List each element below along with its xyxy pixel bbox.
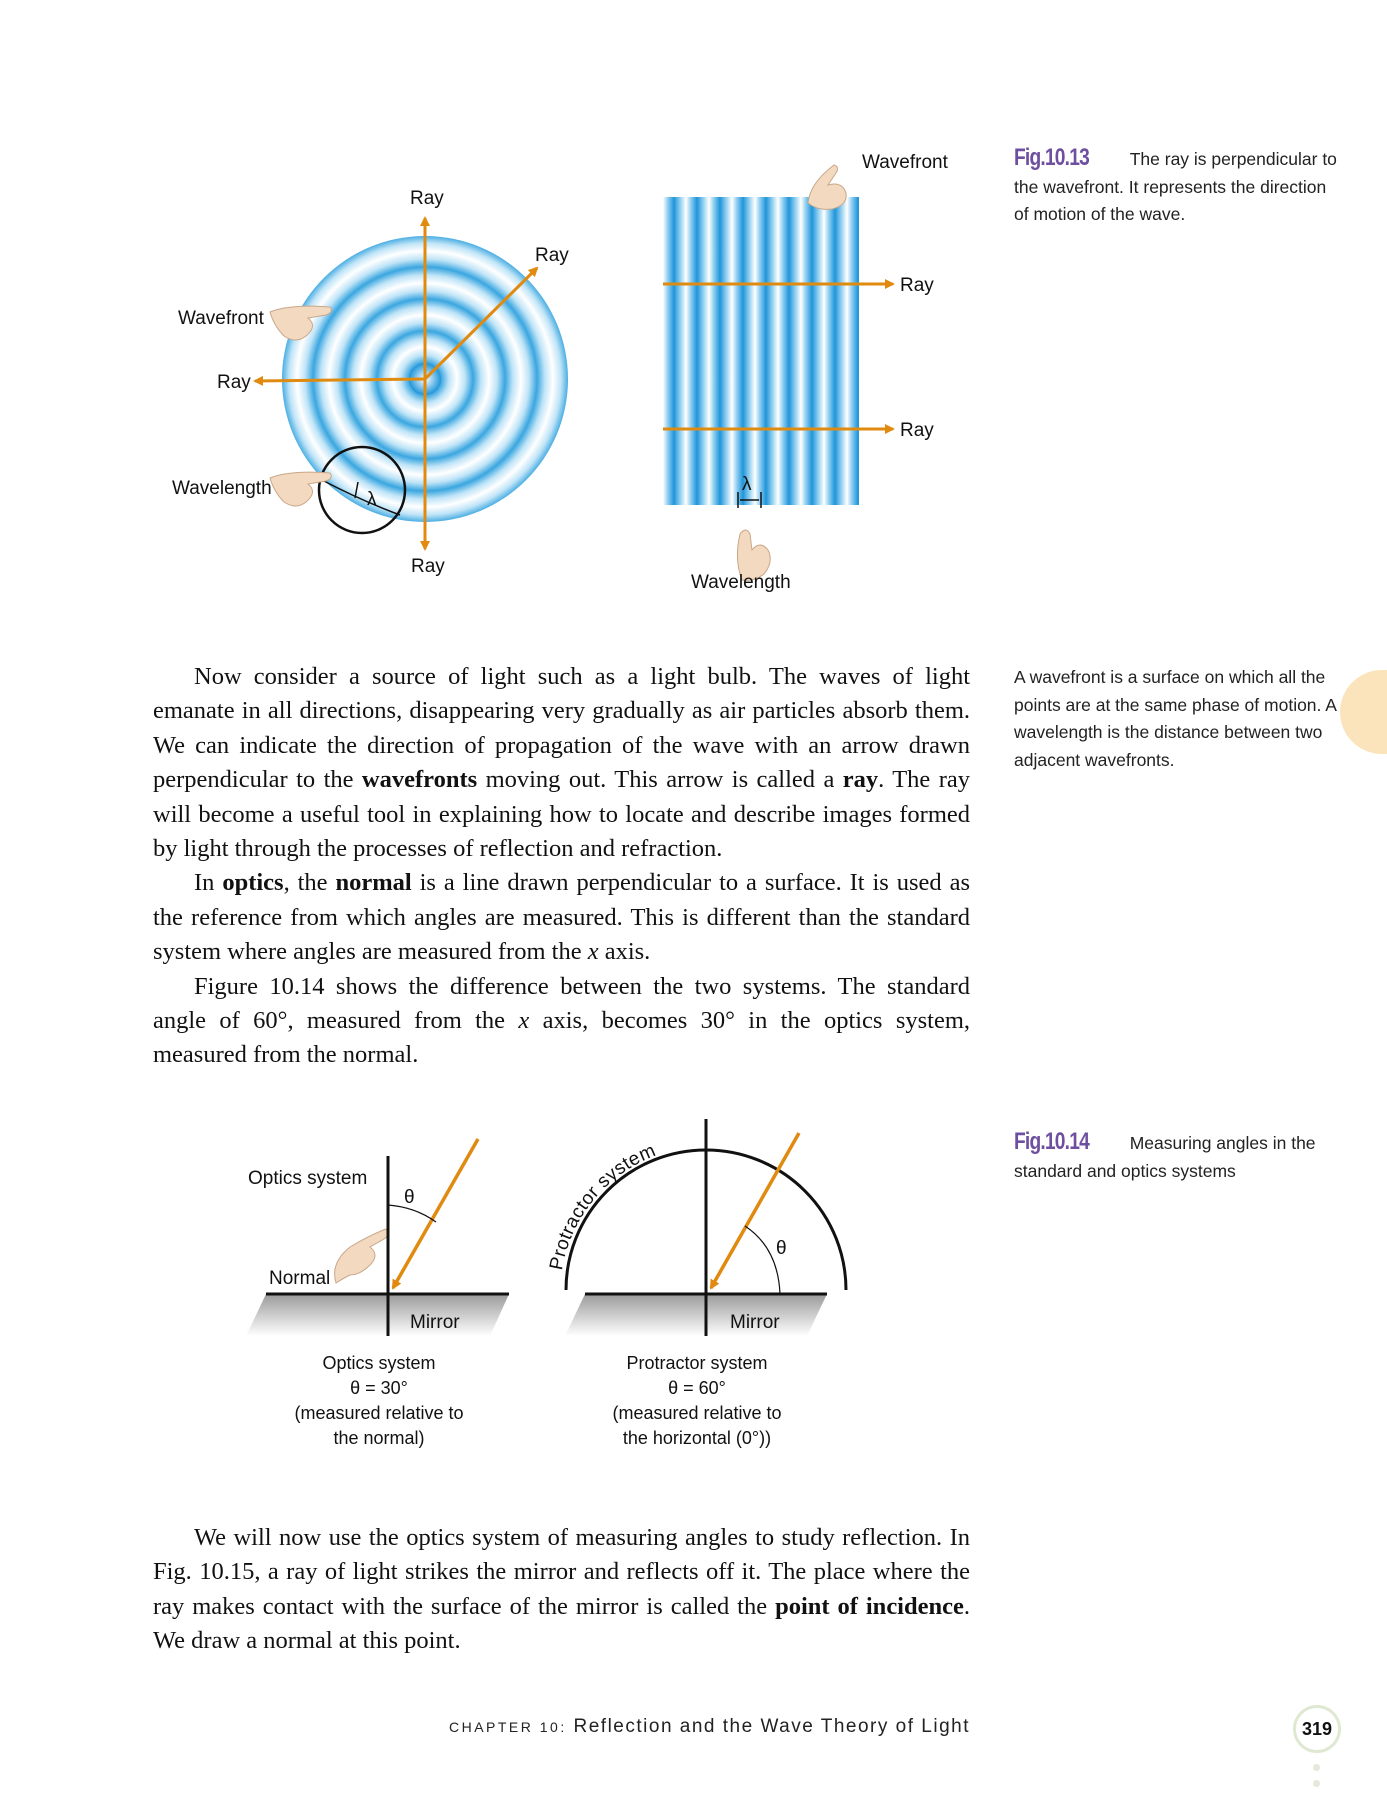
normal-label: Normal [269, 1268, 331, 1289]
theta-right: θ [776, 1238, 787, 1259]
text: . The ray will become a useful tool in explaining how to locate and describe images formed by light through the processes of reflection and refraction. [153, 766, 970, 863]
fig14-caption-text: Measuring angles in the standard and optics systems [1014, 1133, 1316, 1181]
fig14-number: Fig.10.14 [1014, 1128, 1089, 1155]
mirror-label-right: Mirror [730, 1312, 780, 1333]
ray-label-lower: Ray [900, 420, 934, 441]
optics-caption [249, 1351, 509, 1451]
fig14-caption [1014, 1128, 1344, 1185]
text: Now consider a source of light such as a light bulb. The waves of light emanate in all directions, disappearing very gradually as air particles absorb them. We can indicate the direction of propagation of the wave with an arrow drawn perpendicular to the [153, 663, 970, 794]
mirror-left [246, 1294, 509, 1336]
body-text-bottom [153, 1521, 970, 1659]
term-wavefronts: wavefronts [361, 766, 478, 794]
running-footer [449, 1716, 970, 1738]
fig13-number: Fig.10.13 [1014, 144, 1089, 171]
sidenote: A wavefront is a surface on which all the points are at the same phase of motion. A wavelength is the distance between two adjacent wavefronts. [1014, 667, 1337, 770]
paragraph-3 [153, 970, 970, 1073]
term-normal: normal [335, 869, 412, 897]
caption-line: (measured relative to [294, 1403, 464, 1423]
fig13-caption-text: The ray is perpendicular to the wavefront. It represents the direction of motion of the wave. [1014, 149, 1337, 224]
ray-label-left: Ray [217, 372, 251, 393]
text: In [194, 869, 223, 897]
caption-line: θ = 30° [350, 1378, 408, 1398]
ray-label-bottom: Ray [411, 556, 445, 577]
incident-ray-left [393, 1139, 478, 1288]
caption-line: Optics system [322, 1353, 436, 1373]
paragraph-2 [153, 866, 970, 969]
caption-line: the horizontal (0°)) [622, 1428, 772, 1448]
incident-ray-right [711, 1133, 799, 1288]
mirror-label-left: Mirror [410, 1312, 460, 1333]
paragraph-1 [153, 660, 970, 866]
chapter-label: CHAPTER 10: [448, 1719, 567, 1735]
text: We will now use the optics system of measuring angles to study reflection. In Fig. 10.15, a ray of light strikes the mirror and reflects off it. The place where the ray makes contact with the surface of the mirror is called the [153, 1524, 970, 1620]
wavefront-label-left: Wavefront [178, 308, 264, 329]
term-point-of-incidence: point of incidence [775, 1592, 964, 1620]
x-variable: x [587, 938, 599, 966]
wavefront-label-right: Wavefront [862, 152, 948, 173]
caption-line: Protractor system [626, 1353, 768, 1373]
decorative-dot [1313, 1764, 1320, 1771]
ray-label-diagonal: Ray [535, 245, 569, 266]
lambda-label-plane: λ [742, 474, 752, 495]
theta-left: θ [404, 1187, 415, 1208]
text: is a line drawn perpendicular to a surface. It is used as the reference from which angles are measured. This is different than the standard system where angles are measured from the [153, 869, 970, 966]
protractor-system-label: Protractor system [546, 1140, 659, 1272]
page-number: 319 [1293, 1705, 1341, 1753]
x-variable: x [518, 1007, 530, 1035]
mirror-right [565, 1294, 827, 1336]
wavelength-magnifier [319, 447, 405, 533]
fig13-caption [1014, 144, 1344, 229]
wavelength-label-bottom: Wavelength [691, 572, 791, 593]
optics-system-label: Optics system [248, 1168, 368, 1189]
paragraph-4 [153, 1521, 970, 1659]
text: moving out. This arrow is called a [477, 766, 843, 794]
ray-label-upper: Ray [900, 275, 934, 296]
lambda-label: λ [367, 489, 377, 510]
text: . We draw a normal at this point. [153, 1592, 970, 1655]
term-optics: optics [222, 869, 284, 897]
chapter-title: Reflection and the Wave Theory of Light [573, 1716, 970, 1737]
caption-line: the normal) [333, 1428, 425, 1448]
ray-label-top: Ray [410, 188, 444, 209]
caption-line: θ = 60° [668, 1378, 726, 1398]
protractor-caption [567, 1351, 827, 1451]
rays [255, 218, 893, 549]
text: axis. [598, 938, 651, 966]
caption-line: (measured relative to [612, 1403, 782, 1423]
text: , the [283, 869, 336, 897]
body-text-top [153, 660, 970, 1073]
term-ray: ray [842, 766, 879, 794]
decorative-dot [1313, 1780, 1320, 1787]
wavelength-label-left: Wavelength [172, 478, 272, 499]
text: Figure 10.14 shows the difference between the two systems. The standard angle of 60°, measured from the [153, 972, 970, 1035]
text: axis, becomes 30° in the optics system, measured from the normal. [153, 1007, 970, 1069]
